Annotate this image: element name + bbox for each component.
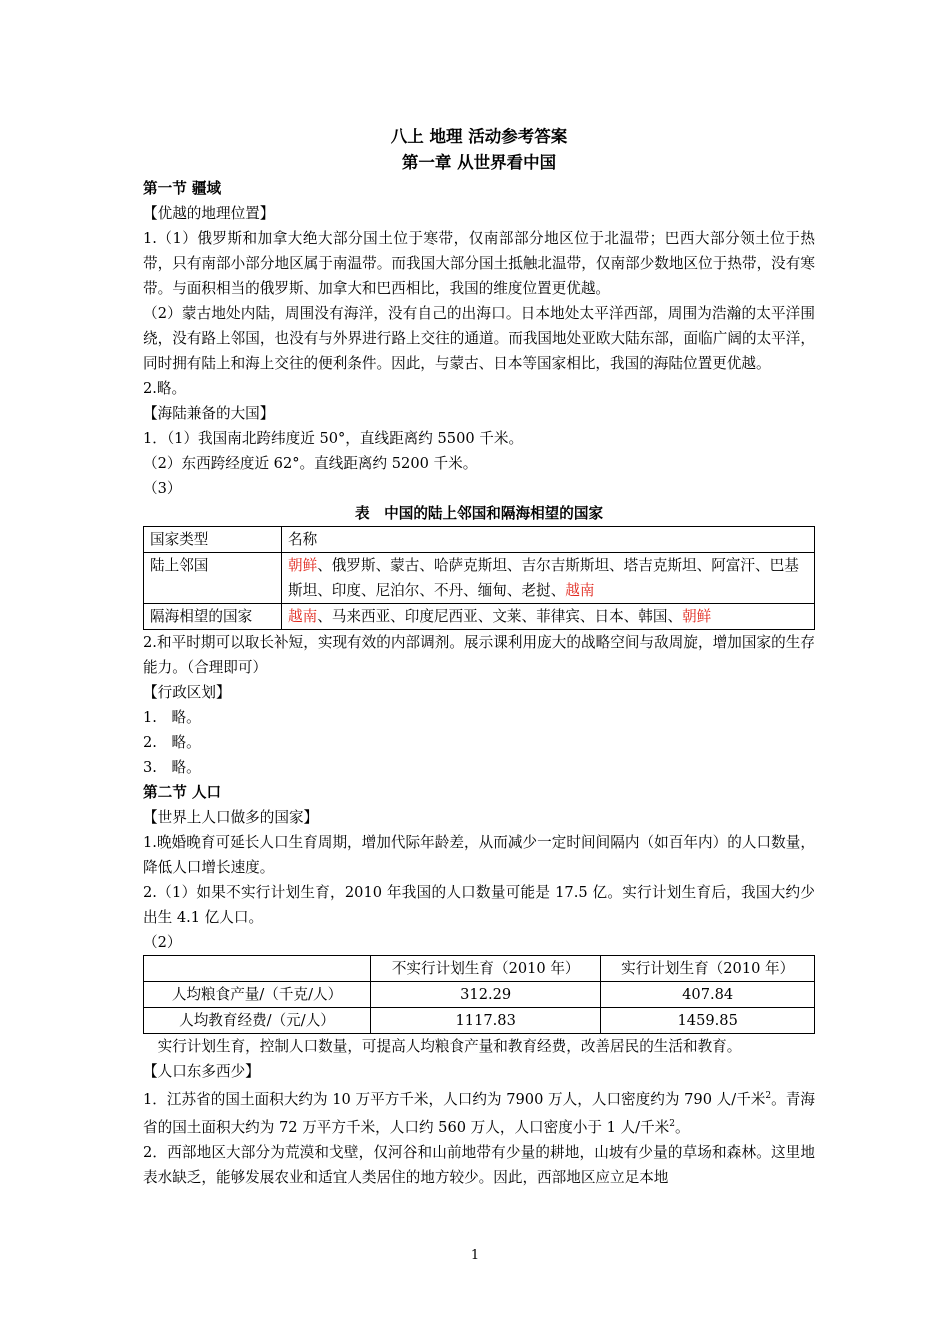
table-cell: 1117.83 (371, 1008, 601, 1034)
table-row (144, 604, 815, 630)
document-title: 八上 地理 活动参考答案 (390, 127, 568, 146)
paragraph: 实行计划生育，控制人口数量，可提高人均粮食产量和教育经费，改善居民的生活和教育。 (143, 1038, 742, 1055)
subheading: 【海陆兼备的大国】 (143, 405, 275, 422)
list-item: 3. 略。 (143, 759, 201, 776)
paragraph: 2.和平时期可以取长补短，实现有效的内部调剂。展示课利用庞大的战略空间与敌周旋，增加国家的生存能力。（合理即可） (143, 634, 815, 676)
country-list: 、马来西亚、印度尼西亚、文莱、菲律宾、日本、韩国、 (317, 608, 683, 625)
paragraph: （2） (143, 934, 182, 951)
text-run: 。青海省的国土面积大约为 72 万平方千米，人口约 560 万人，人口密度小于 1 人/千米 (143, 1090, 815, 1136)
neighbors-table (143, 526, 815, 630)
subheading: 【世界上人口做多的国家】 (143, 809, 319, 826)
highlighted-country: 越南 (288, 608, 318, 625)
page-number: 1 (470, 1248, 480, 1263)
superscript: 2 (669, 1118, 676, 1129)
superscript: 2 (765, 1091, 772, 1101)
table-row (144, 982, 815, 1008)
text-run: 。 (675, 1118, 690, 1136)
paragraph: 1.（1）俄罗斯和加拿大绝大部分国土位于寒带，仅南部部分地区位于北温带；巴西大部分领土位于热带，只有南部小部分地区属于南温带。而我国大部分国土抵触北温带，仅南部少数地区位于热带，没有寒带。与面积相当的俄罗斯、加拿大和巴西相比，我国的维度位置更优越。 (143, 230, 815, 297)
paragraph: 2．西部地区大部分为荒漠和戈壁，仅河谷和山前地带有少量的耕地，山坡有少量的草场和森林。这里地表水缺乏，能够发展农业和适宜人类居住的地方较少。因此，西部地区应立足本地 (143, 1143, 815, 1186)
paragraph: 2.（1）如果不实行计划生育，2010 年我国的人口数量可能是 17.5 亿。实行计划生育后，我国大约少出生 4.1 亿人口。 (143, 884, 815, 926)
section-heading-2: 第二节 人口 (143, 784, 222, 801)
table-cell: 312.29 (371, 982, 601, 1008)
table-row (144, 1008, 815, 1034)
table-cell (282, 553, 815, 604)
table-header-cell (144, 956, 371, 982)
paragraph: 1．（1）我国南北跨纬度近 50°，直线距离约 5500 千米。 (143, 430, 524, 447)
list-item: 1. 略。 (143, 709, 201, 726)
subheading: 【人口东多西少】 (143, 1063, 260, 1080)
table-header-row (144, 527, 815, 553)
paragraph: 1.晚婚晚育可延长人口生育周期，增加代际年龄差，从而减少一定时间间隔内（如百年内）的人口数量，降低人口增长速度。 (143, 834, 815, 876)
table-header-cell: 不实行计划生育（2010 年） (371, 956, 601, 982)
paragraph: 2.略。 (143, 380, 187, 397)
table-header-cell: 国家类型 (144, 527, 282, 553)
table-caption: 表 中国的陆上邻国和隔海相望的国家 (354, 505, 604, 522)
paragraph (143, 1084, 815, 1140)
chapter-title: 第一章 从世界看中国 (401, 153, 557, 172)
paragraph: （2）东西跨经度近 62°。直线距离约 5200 千米。 (143, 455, 478, 472)
table-cell: 陆上邻国 (144, 553, 282, 604)
section-heading-1: 第一节 疆域 (143, 180, 222, 197)
highlighted-country: 朝鲜 (682, 608, 712, 625)
table-cell: 人均粮食产量/（千克/人） (144, 982, 371, 1008)
table-cell: 407.84 (601, 982, 815, 1008)
subheading: 【优越的地理位置】 (143, 205, 275, 222)
table-header-cell: 实行计划生育（2010 年） (601, 956, 815, 982)
highlighted-country: 越南 (565, 582, 595, 599)
document-page (143, 124, 815, 1190)
table-row (144, 553, 815, 604)
table-cell (282, 604, 815, 630)
paragraph: （3） (143, 480, 182, 497)
highlighted-country: 朝鲜 (288, 557, 318, 574)
subheading: 【行政区划】 (143, 684, 231, 701)
table-cell: 1459.85 (601, 1008, 815, 1034)
table-cell: 隔海相望的国家 (144, 604, 282, 630)
table-header-row (144, 956, 815, 982)
list-item: 2. 略。 (143, 734, 201, 751)
text-run: 1．江苏省的国土面积大约为 10 万平方千米，人口约为 7900 万人，人口密度约为 790 人/千米 (143, 1090, 766, 1108)
family-planning-table (143, 955, 815, 1034)
table-header-cell: 名称 (282, 527, 815, 553)
paragraph: （2）蒙古地处内陆，周围没有海洋，没有自己的出海口。日本地处太平洋西部，周围为浩瀚的太平洋围绕，没有路上邻国，也没有与外界进行路上交往的通道。而我国地处亚欧大陆东部，面临广阔的太平洋，同时拥有陆上和海上交往的便利条件。因此，与蒙古、日本等国家相比，我国的海陆位置更优越。 (143, 305, 815, 372)
country-list: 、俄罗斯、蒙古、哈萨克斯坦、吉尔吉斯斯坦、塔吉克斯坦、阿富汗、巴基斯坦、印度、尼泊尔、不丹、缅甸、老挝、 (288, 557, 799, 599)
table-cell: 人均教育经费/（元/人） (144, 1008, 371, 1034)
